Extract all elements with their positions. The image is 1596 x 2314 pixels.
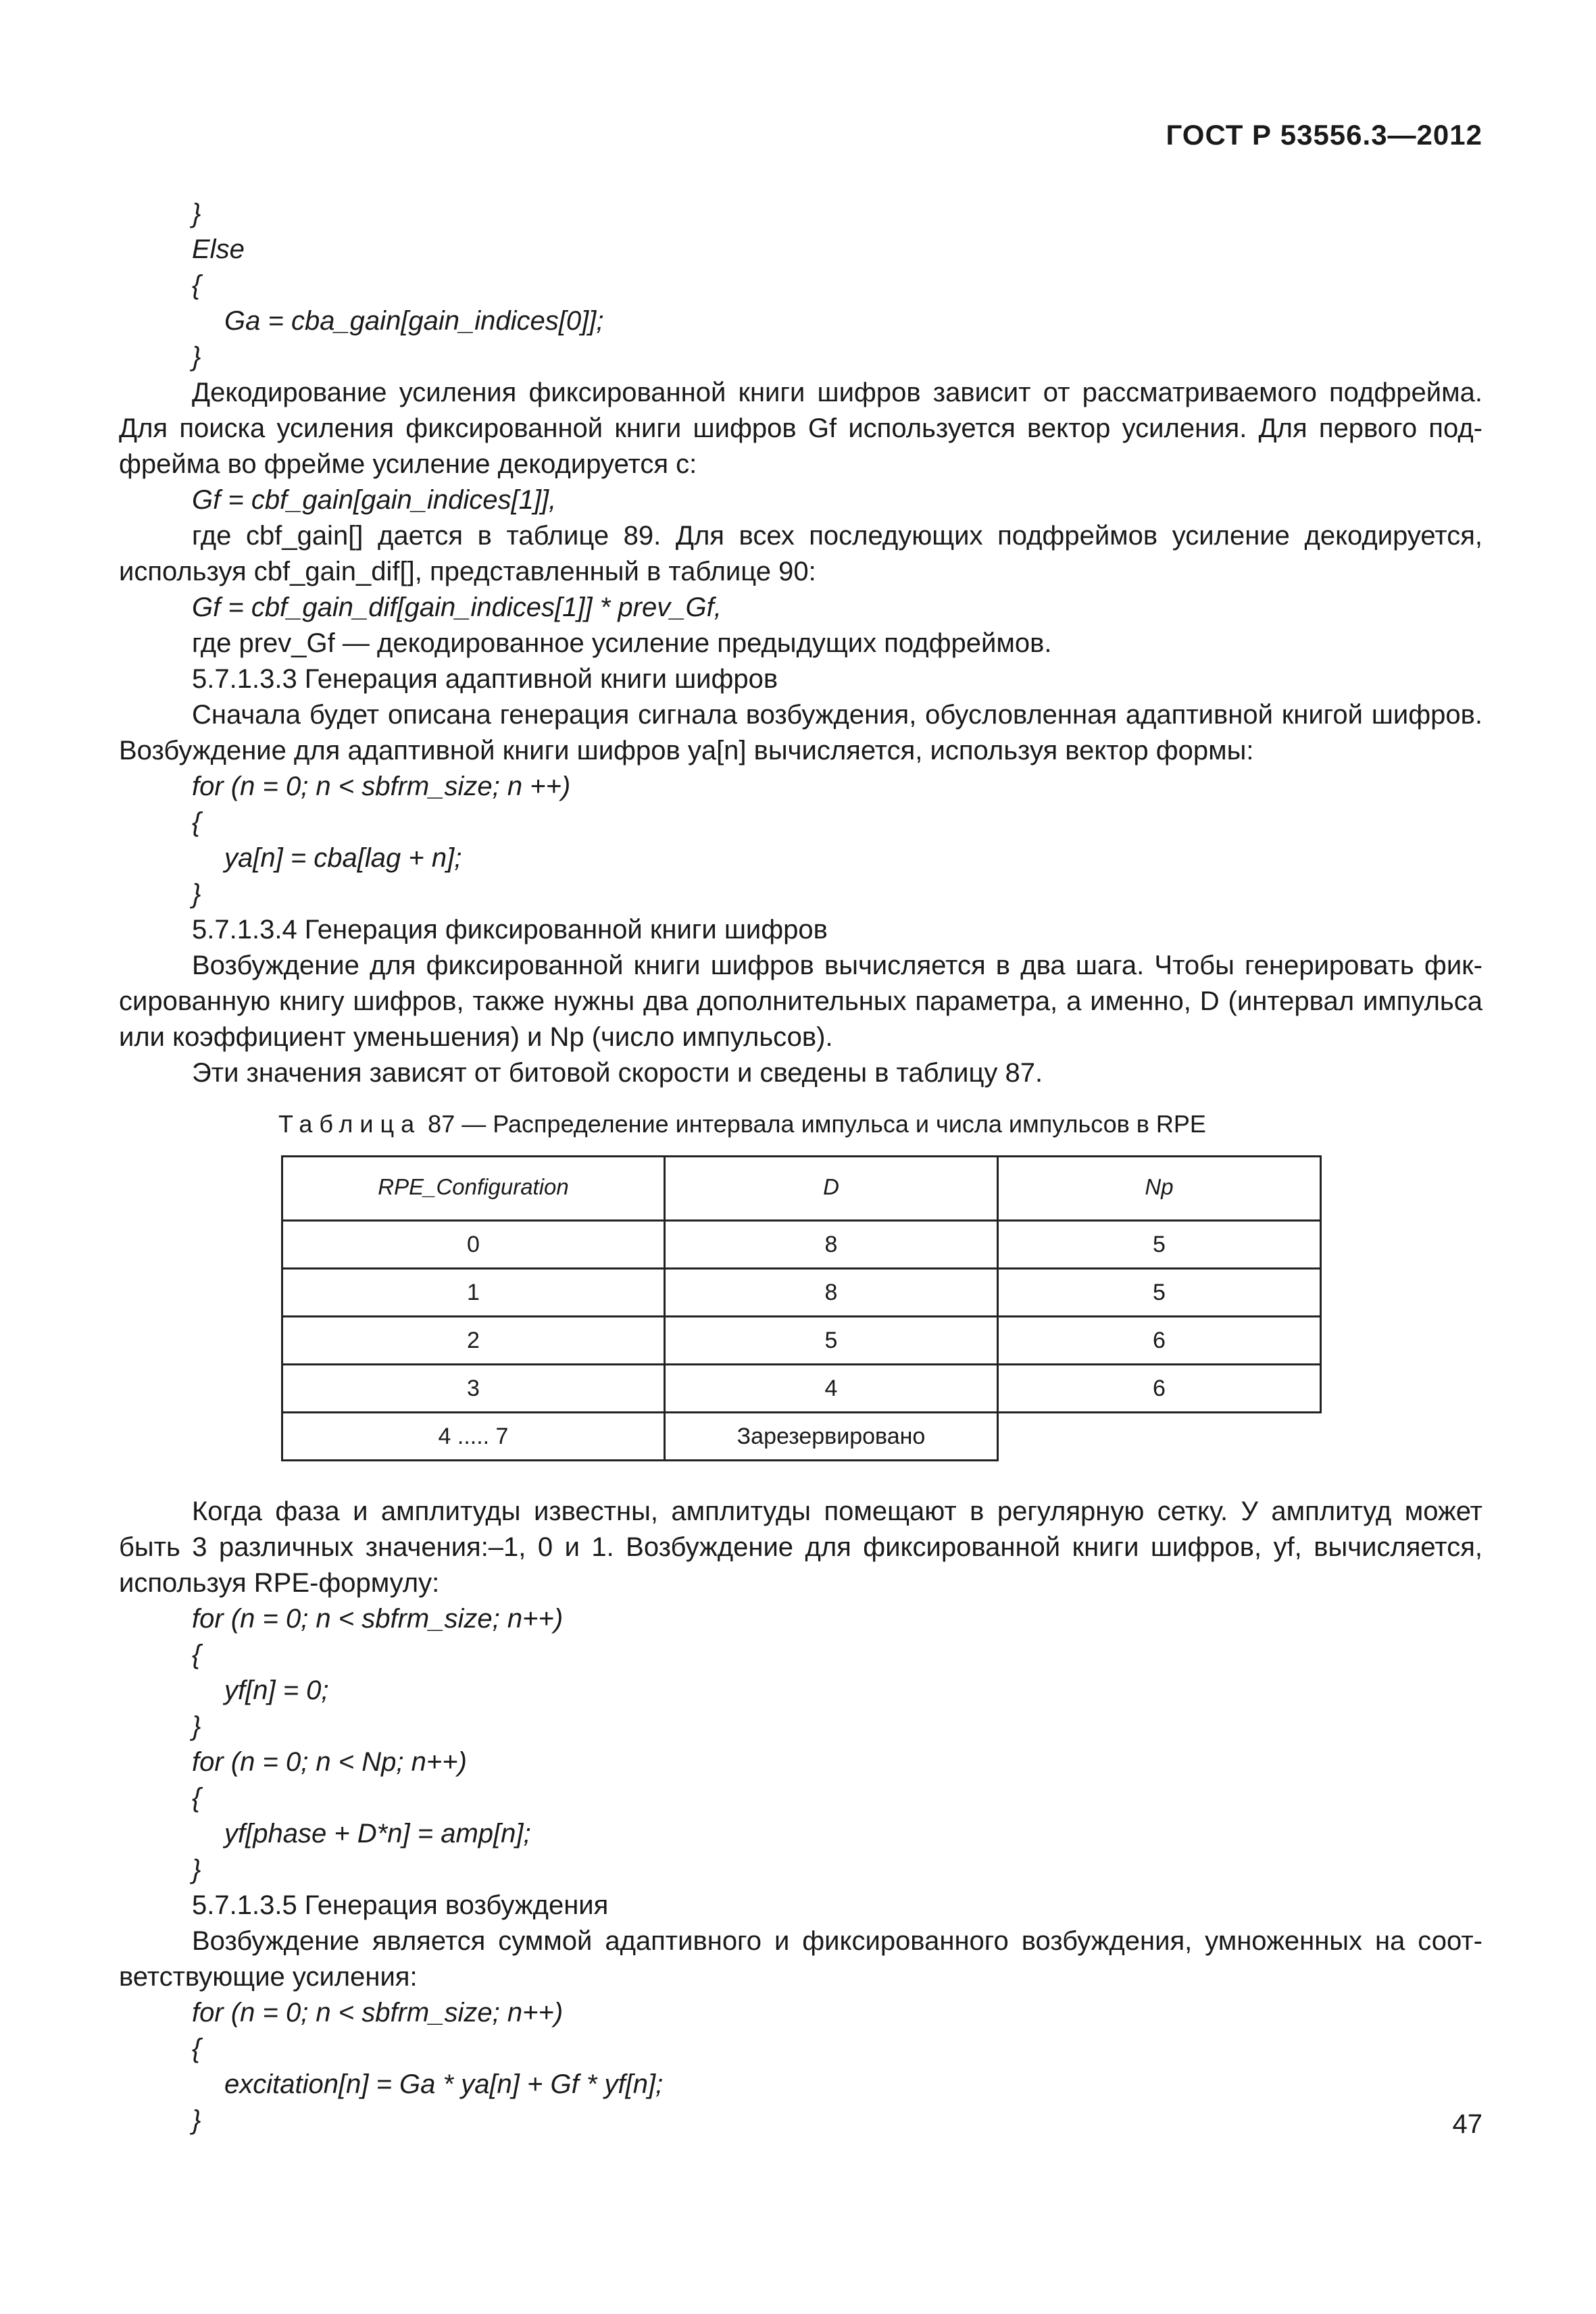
code-line: for (n = 0; n < sbfrm_size; n ++) [192,772,571,801]
paragraph-where-prev-gf: где prev_Gf — декодированное усиление предыдущих подфреймов. [192,628,1052,658]
code-line: } [192,1855,201,1884]
text-line: Когда фаза и амплитуды известны, амплитуды помещают в регулярную сетку. У амплитуд может [192,1496,1482,1526]
code-line: { [192,1783,201,1813]
text-line: Декодирование усиления фиксированной книги шифров зависит от рассматриваемого подфрейма. [192,378,1482,407]
text-line: быть 3 различных значения:–1, 0 и 1. Возбуждение для фиксированной книги шифров, yf, вычисляется, [119,1532,1482,1562]
page-content [119,196,1482,2138]
code-line: } [192,199,201,228]
table-cell: Зарезервировано [665,1413,998,1461]
code-line: Ga = cba_gain[gain_indices[0]]; [224,306,604,336]
text-line: или коэффициент уменьшения) и Np (число импульсов). [119,1022,833,1052]
code-line: for (n = 0; n < sbfrm_size; n++) [192,1998,564,2028]
code-line: } [192,2105,201,2135]
code-line: { [192,2034,201,2063]
text-line: фрейма во фрейме усиление декодируется с: [119,449,697,479]
table-header-cell: Np [998,1157,1321,1216]
text-line: сированную книгу шифров, также нужны два дополнительных параметра, а именно, D (интервал импульса [119,986,1482,1016]
section-heading: 5.7.1.3.3 Генерация адаптивной книги шифров [192,664,778,694]
code-line: { [192,270,201,300]
table-cell: 8 [665,1221,998,1269]
caption-label: Таблица [278,1110,422,1138]
text-line: где cbf_gain[] дается в таблице 89. Для всех последующих подфреймов усиление декодируется, [192,521,1482,551]
table-cell: 5 [998,1221,1321,1269]
text-line: Возбуждение для фиксированной книги шифров вычисляется в два шага. Чтобы генерировать фик- [192,951,1482,980]
code-line: for (n = 0; n < Np; n++) [192,1747,467,1777]
text-line: используя cbf_gain_dif[], представленный в таблице 90: [119,557,816,586]
code-block-excitation [119,1995,1482,2138]
table-cell: 4 [665,1365,998,1413]
paragraph-phase [119,1494,1482,1601]
section-heading: 5.7.1.3.4 Генерация фиксированной книги шифров [192,915,828,945]
table-cell: 5 [998,1269,1321,1317]
paragraph-excitation [119,1923,1482,1995]
table-header-divider [282,1215,1321,1221]
text-line: Возбуждение для адаптивной книги шифров ya[n] вычисляется, используя вектор формы: [119,736,1254,765]
table-cell: 6 [998,1317,1321,1365]
paragraph-fixed-codebook [119,948,1482,1091]
table-cell: 6 [998,1365,1321,1413]
paragraph-adaptive [119,697,1482,769]
code-line: } [192,879,201,909]
table-header-cell: D [665,1157,998,1216]
text-line: Сначала будет описана генерация сигнала возбуждения, обусловленная адаптивной книгой шифров. [192,700,1482,730]
standard-header: ГОСТ Р 53556.3—2012 [1166,119,1482,151]
code-line: yf[phase + D*n] = amp[n]; [224,1819,531,1848]
table-header-cell: RPE_Configuration [282,1157,665,1216]
text-line: ветствующие усиления: [119,1962,418,1992]
table-87 [281,1155,1322,1461]
table-cell: 8 [665,1269,998,1317]
code-line: excitation[n] = Ga * ya[n] + Gf * yf[n]; [224,2069,664,2099]
table-row [282,1317,1321,1365]
table-cell: 0 [282,1221,665,1269]
code-line: } [192,1711,201,1741]
text-line: используя RPE-формулу: [119,1568,440,1598]
formula-gf: Gf = cbf_gain[gain_indices[1]], [192,485,557,515]
table-cell: 2 [282,1317,665,1365]
paragraph-where-cbf-gain [119,518,1482,590]
code-line: for (n = 0; n < sbfrm_size; n++) [192,1604,564,1634]
table-row [282,1365,1321,1413]
table-caption [119,1106,1482,1142]
table-header-row [282,1157,1321,1216]
page-number: 47 [1452,2109,1482,2139]
table-cell: 4 ..... 7 [282,1413,665,1461]
text-line: Эти значения зависят от битовой скорости и сведены в таблицу 87. [192,1058,1043,1088]
table-cell: 3 [282,1365,665,1413]
code-line: } [192,342,201,372]
code-block-adaptive [119,769,1482,912]
table-row [282,1269,1321,1317]
code-block-rpe [119,1601,1482,1888]
formula-gf-dif: Gf = cbf_gain_dif[gain_indices[1]] * prev_Gf, [192,593,722,622]
paragraph-fixed-gain [119,375,1482,482]
table-cell: 1 [282,1269,665,1317]
code-line: Else [192,234,245,264]
code-line: ya[n] = cba[lag + n]; [224,843,462,873]
code-line: { [192,1640,201,1669]
code-line: yf[n] = 0; [224,1676,329,1705]
caption-text: 87 — Распределение интервала импульса и числа импульсов в RPE [428,1110,1206,1138]
table-row [282,1221,1321,1269]
section-heading: 5.7.1.3.5 Генерация возбуждения [192,1890,609,1920]
code-block-else [119,196,1482,375]
table-row [282,1413,1321,1461]
code-line: { [192,807,201,837]
text-line: Возбуждение является суммой адаптивного и фиксированного возбуждения, умноженных на соот- [192,1926,1482,1956]
table-cell: 5 [665,1317,998,1365]
table-cell-empty [998,1413,1321,1461]
text-line: Для поиска усиления фиксированной книги шифров Gf используется вектор усиления. Для первого под- [119,413,1482,443]
